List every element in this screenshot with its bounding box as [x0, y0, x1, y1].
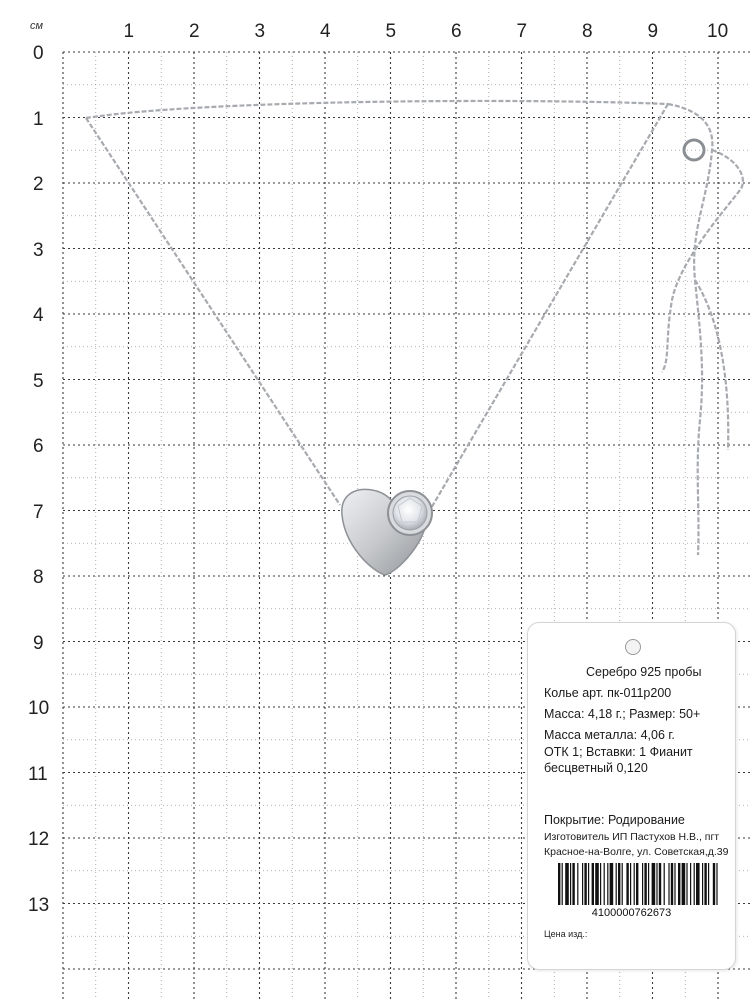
barcode-bar	[659, 863, 661, 905]
barcode-bar	[607, 863, 608, 905]
barcode-bar	[610, 863, 614, 905]
ruler-x-label: 2	[189, 21, 200, 42]
tag-hole-icon	[625, 639, 641, 655]
chain	[86, 101, 743, 555]
barcode-bar	[696, 863, 700, 905]
ruler-x-label: 5	[385, 21, 397, 42]
barcode-bar	[678, 863, 680, 905]
tag-maker-2: Красное-на-Волге, ул. Советская,д.39	[544, 846, 729, 858]
barcode-bar	[634, 863, 635, 905]
barcode-bar	[572, 863, 574, 905]
ruler-x-label: 7	[516, 21, 528, 42]
barcode-bar	[713, 863, 715, 905]
barcode-bar	[652, 863, 656, 905]
barcode-bar	[671, 863, 673, 905]
clasp-ring	[684, 140, 704, 160]
tag-maker-1: Изготовитель ИП Пастухов Н.В., пгт	[544, 831, 720, 843]
unit-label: см	[30, 20, 44, 32]
barcode-bar	[690, 863, 691, 905]
barcode-bar	[694, 863, 695, 905]
barcode-bar	[595, 863, 599, 905]
tag-article: Колье арт. пк-011р200	[544, 686, 672, 700]
ruler-y-label: 5	[33, 370, 44, 392]
barcode-bar	[704, 863, 706, 905]
ruler-y-label: 6	[33, 436, 44, 457]
barcode-bar	[604, 863, 605, 905]
ruler-x-label: 1	[123, 21, 135, 42]
barcode-bar	[618, 863, 620, 905]
ruler-x-label: 10	[707, 21, 729, 42]
ruler-x-label: 3	[254, 21, 266, 42]
barcode-bar	[570, 863, 571, 905]
barcode-bar	[584, 863, 586, 905]
barcode-bar	[716, 863, 717, 905]
ruler-y-label: 10	[28, 698, 50, 719]
ruler-y-label: 2	[33, 174, 44, 195]
price-tag	[527, 622, 736, 970]
tag-coating: Покрытие: Родирование	[544, 813, 685, 827]
ruler-y-label: 13	[28, 894, 50, 916]
barcode-bar	[668, 863, 669, 905]
ruler-x-label: 6	[451, 21, 462, 42]
ruler-x-label: 9	[647, 21, 659, 42]
ruler-y-label: 4	[33, 305, 44, 326]
barcode-bar	[708, 863, 709, 905]
ruler-x-label: 8	[582, 21, 593, 42]
barcode-bar	[644, 863, 646, 905]
barcode-bar	[565, 863, 569, 905]
barcode-bar	[616, 863, 617, 905]
stone-icon	[393, 496, 427, 530]
barcode-bar	[682, 863, 686, 905]
barcode-bar	[558, 863, 560, 905]
ruler-y-label: 7	[33, 501, 44, 523]
barcode-bar	[562, 863, 563, 905]
barcode-bar	[656, 863, 657, 905]
barcode-bar	[642, 863, 643, 905]
tag-metal: Серебро 925 пробы	[586, 665, 702, 679]
barcode-bar	[702, 863, 703, 905]
barcode-number: 4100000762673	[591, 907, 672, 919]
barcode-bar	[630, 863, 631, 905]
ruler-y-label: 0	[33, 43, 44, 64]
barcode-bar	[582, 863, 583, 905]
barcode-bar	[577, 863, 578, 905]
tag-stone: бесцветный 0,120	[544, 761, 648, 775]
tag-inserts: ОТК 1; Вставки: 1 Фианит	[544, 745, 693, 759]
ruler-y-label: 3	[33, 239, 44, 261]
barcode-bar	[636, 863, 638, 905]
barcode-bar	[648, 863, 649, 905]
barcode-bar	[674, 863, 675, 905]
barcode-bar	[622, 863, 623, 905]
ruler-y-label: 12	[28, 829, 50, 850]
barcode-bar	[592, 863, 594, 905]
price-label: Цена изд.:	[544, 929, 588, 939]
barcode-bar	[664, 863, 665, 905]
barcode	[558, 863, 718, 905]
tag-metal-mass: Масса металла: 4,06 г.	[544, 728, 675, 742]
barcode-bar	[600, 863, 601, 905]
barcode-bar	[686, 863, 687, 905]
barcode-bar	[626, 863, 628, 905]
barcode-bar	[588, 863, 589, 905]
ruler-x-label: 4	[320, 21, 331, 42]
ruler-y-label: 8	[33, 567, 44, 588]
ruler-y-label: 9	[33, 632, 44, 654]
ruler-y-label: 11	[28, 763, 48, 785]
tag-mass-size: Масса: 4,18 г.; Размер: 50+	[544, 707, 701, 721]
ruler-y-label: 1	[33, 108, 44, 130]
